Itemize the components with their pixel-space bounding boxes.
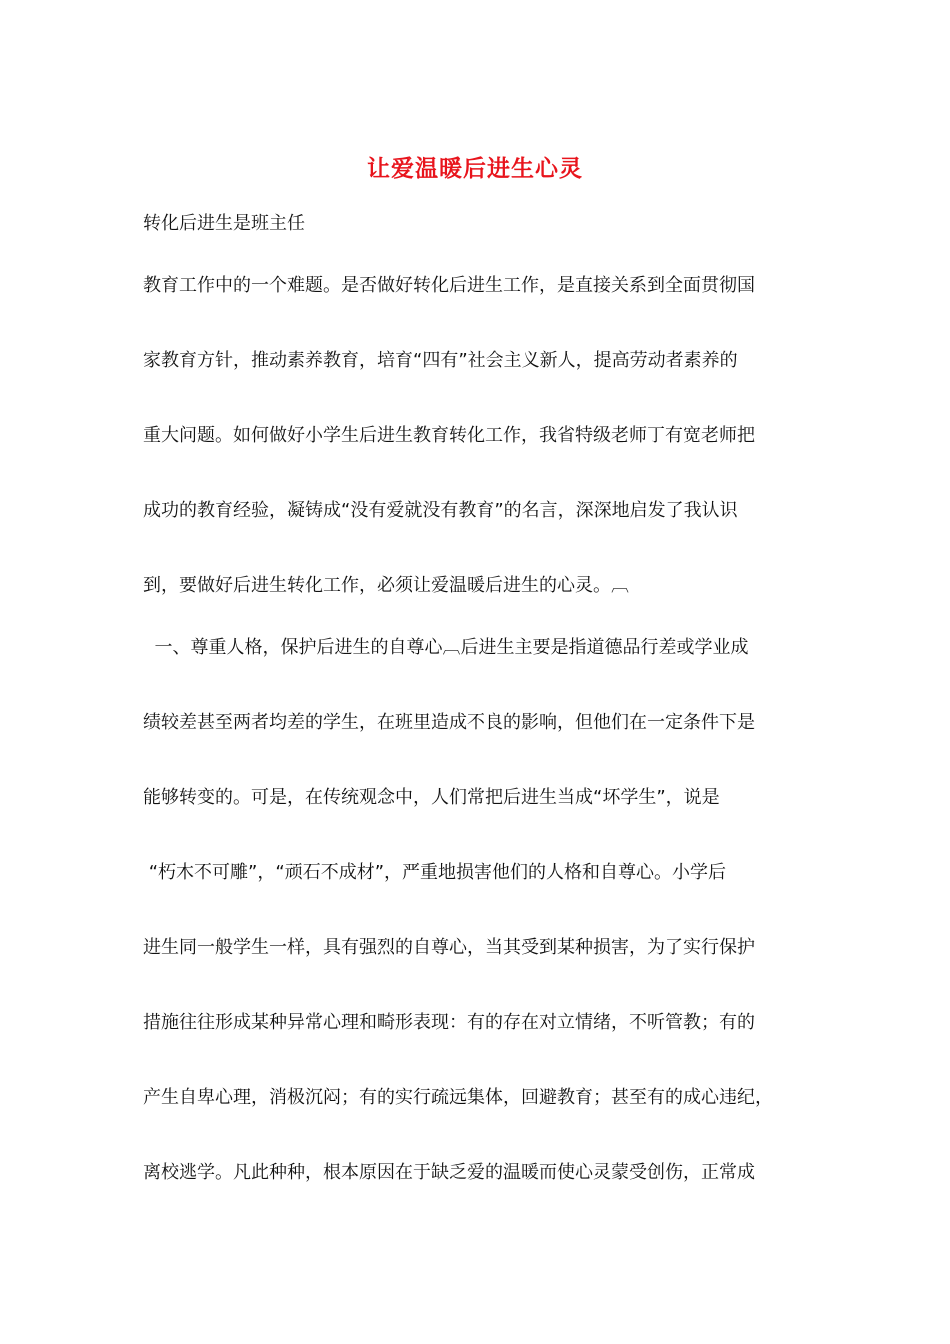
paragraph-line: 措施往往形成某种异常心理和畸形表现：有的存在对立情绪，不听管教；有的: [143, 1012, 755, 1033]
paragraph-line: 到，要做好后进生转化工作，必须让爱温暖后进生的心灵。︹: [143, 575, 629, 596]
paragraph-line: 离校逃学。凡此种种，根本原因在于缺乏爱的温暖而使心灵蒙受创伤，正常成: [143, 1162, 755, 1183]
paragraph-line: 进生同一般学生一样，具有强烈的自尊心，当其受到某种损害，为了实行保护: [143, 937, 755, 958]
paragraph-line: 家教育方针，推动素养教育，培育“四有”社会主义新人，提高劳动者素养的: [143, 350, 738, 371]
paragraph-line: 重大问题。如何做好小学生后进生教育转化工作，我省特级老师丁有宽老师把: [143, 425, 755, 446]
paragraph-line: “朽木不可雕”，“顽石不成材”，严重地损害他们的人格和自尊心。小学后: [143, 862, 727, 883]
paragraph-line: 教育工作中的一个难题。是否做好转化后进生工作，是直接关系到全面贯彻国: [143, 275, 755, 296]
paragraph-line: 绩较差甚至两者均差的学生，在班里造成不良的影响，但他们在一定条件下是: [143, 712, 755, 733]
paragraph-line: 一、尊重人格，保护后进生的自尊心︹后进生主要是指道德品行差或学业成: [143, 637, 749, 658]
paragraph-line: 产生自卑心理，消极沉闷；有的实行疏远集体，回避教育；甚至有的成心违纪，: [143, 1087, 773, 1108]
paragraph-line: 成功的教育经验，凝铸成“没有爱就没有教育”的名言，深深地启发了我认识: [143, 500, 738, 521]
paragraph-line: 转化后进生是班主任: [143, 213, 305, 234]
paragraph-line: 能够转变的。可是，在传统观念中，人们常把后进生当成“坏学生”，说是: [143, 787, 720, 808]
document-title: 让爱温暖后进生心灵: [367, 155, 583, 182]
